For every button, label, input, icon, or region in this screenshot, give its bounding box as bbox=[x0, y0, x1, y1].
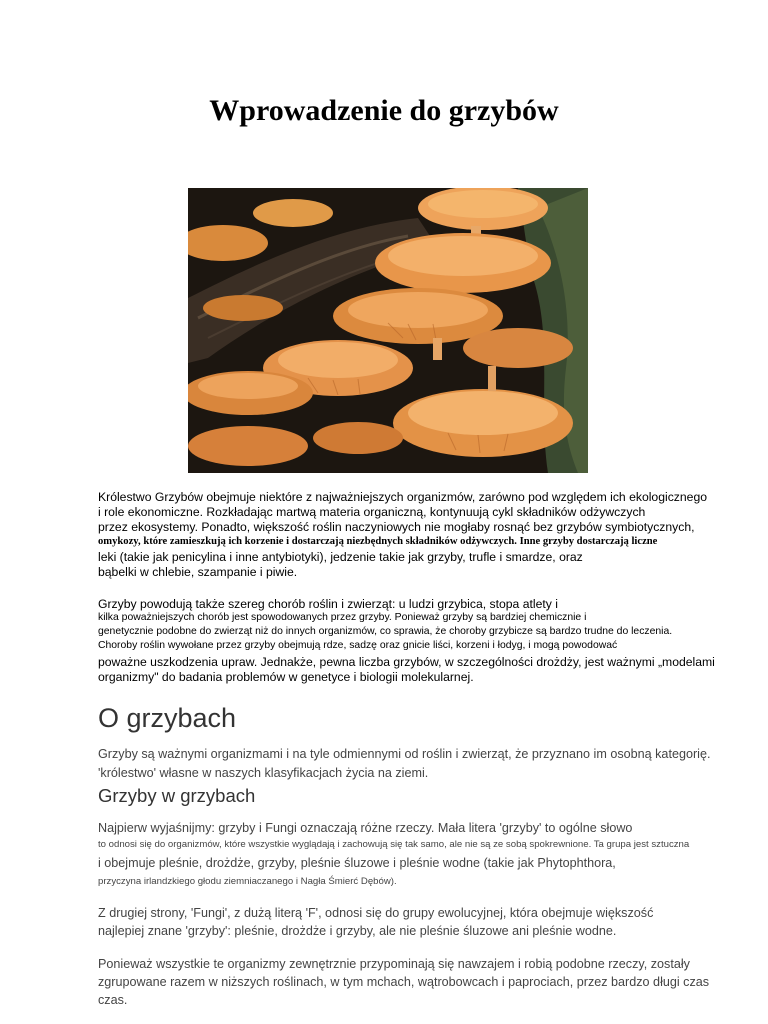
intro-line-5: leki (takie jak penicylina i inne antybiotyki), jedzenie takie jak grzyby, trufle i smardze, oraz bbox=[98, 550, 583, 564]
sub-line-1: Najpierw wyjaśnijmy: grzyby i Fungi oznaczają różne rzeczy. Mała litera 'grzyby' to ogólne słowo bbox=[98, 821, 633, 835]
about-line-1: Grzyby są ważnymi organizmami i na tyle odmiennymi od roślin i zwierząt, że przyznano im osobną kategorię. bbox=[98, 747, 711, 761]
page-title: Wprowadzenie do grzybów bbox=[209, 94, 559, 127]
closing-line-3: czas. bbox=[98, 993, 128, 1007]
intro-line-4: omykozy, które zamieszkują ich korzenie i dostarczają niezbędnych składników odżywczych. Inne grzyby dostarczają liczne bbox=[98, 536, 658, 547]
disease-line-5: poważne uszkodzenia upraw. Jednakże, pewna liczba grzybów, w szczególności drożdży, jest ważnymi „modelami bbox=[98, 655, 715, 669]
mushroom-photo bbox=[188, 188, 588, 473]
closing-line-1: Ponieważ wszystkie te organizmy zewnętrznie przypominają się nawzajem i robią podobne rzeczy, zostały bbox=[98, 957, 690, 971]
intro-line-3: przez ekosystemy. Ponadto, większość roślin naczyniowych nie mogłaby rosnąć bez grzybów symbiotycznych, bbox=[98, 520, 695, 534]
sub-line-2: to odnosi się do organizmów, które wszystkie wyglądają i zachowują się tak samo, ale nie są ze sobą spokrewnione. Ta grupa jest sztuczna bbox=[98, 839, 690, 850]
fungi-line-2: najlepiej znane 'grzyby': pleśnie, drożdże i grzyby, ale nie pleśnie śluzowe ani pleśnie wodne. bbox=[98, 924, 617, 938]
fungi-line-1: Z drugiej strony, 'Fungi', z dużą literą 'F', odnosi się do grupy ewolucyjnej, która obejmuje większość bbox=[98, 906, 654, 920]
disease-line-1: Grzyby powodują także szereg chorób roślin i zwierząt: u ludzi grzybica, stopa atlety i bbox=[98, 597, 558, 611]
about-line-2: 'królestwo' własne w naszych klasyfikacjach życia na ziemi. bbox=[98, 766, 429, 780]
disease-line-3: genetycznie podobne do zwierząt niż do innych organizmów, co sprawia, że choroby grzybicze są bardzo trudne do leczenia. bbox=[98, 626, 673, 637]
section-heading-about: O grzybach bbox=[98, 703, 237, 733]
disease-line-4: Choroby roślin wywołane przez grzyby obejmują rdze, sadzę oraz gnicie liści, korzeni i łodyg, i mogą powodować bbox=[98, 640, 618, 651]
mushroom-illustration bbox=[188, 188, 588, 473]
intro-line-2: i role ekonomiczne. Rozkładając martwą materia organiczną, kontynuują cykl składników odżywczych bbox=[98, 505, 646, 519]
disease-line-6: organizmy" do badania problemów w genetyce i biologii molekularnej. bbox=[98, 670, 474, 684]
sub-line-4: przyczyna irlandzkiego głodu ziemniaczanego i Nagła Śmierć Dębów). bbox=[98, 876, 397, 887]
intro-line-1: Królestwo Grzybów obejmuje niektóre z najważniejszych organizmów, zarówno pod względem ich ekologicznego bbox=[98, 490, 707, 504]
disease-line-2: kilka poważniejszych chorób jest spowodowanych przez grzyby. Ponieważ grzyby są bardziej chemicznie i bbox=[98, 612, 587, 623]
intro-line-6: bąbelki w chlebie, szampanie i piwie. bbox=[98, 565, 298, 579]
subsection-heading: Grzyby w grzybach bbox=[98, 785, 256, 806]
closing-line-2: zgrupowane razem w niższych roślinach, w tym mchach, wątrobowcach i paprociach, przez bardzo długi czas bbox=[98, 975, 710, 989]
sub-line-3: i obejmuje pleśnie, drożdże, grzyby, pleśnie śluzowe i pleśnie wodne (takie jak Phytophthora, bbox=[98, 856, 616, 870]
